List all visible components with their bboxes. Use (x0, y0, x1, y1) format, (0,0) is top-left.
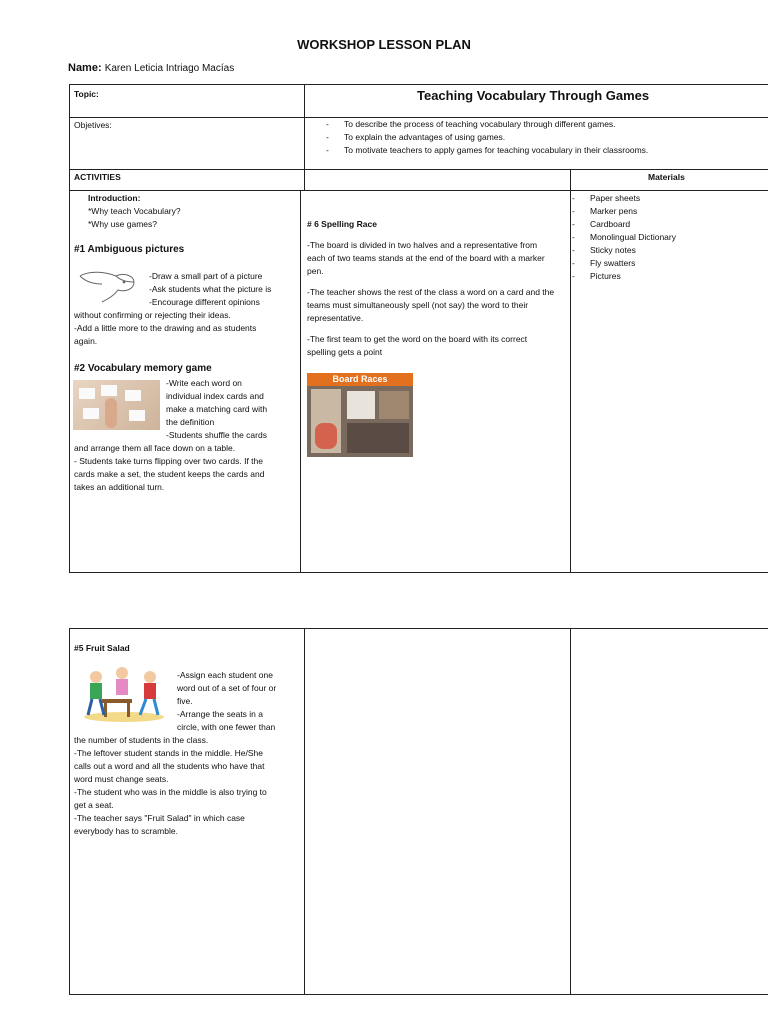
game1-line: -Add a little more to the drawing and as students (74, 323, 257, 333)
game1-steps (149, 270, 271, 309)
game2-steps (166, 377, 267, 442)
game2-line: make a matching card with (166, 404, 268, 414)
game5-line: -Assign each student one (177, 670, 273, 680)
game5-steps (177, 669, 276, 734)
game1-steps-full (74, 309, 256, 348)
game5-line: -The leftover student stands in the middle. He/She (74, 748, 263, 758)
game6-paragraph: -The first team to get the word on the board with its correct spelling gets a point (307, 334, 528, 357)
fruit-salad-illustration (78, 665, 170, 723)
game6-paragraph: -The teacher shows the rest of the class a word on a card and the teams must simultaneously spell (not say) the word to their representative. (307, 287, 555, 323)
ambiguous-picture-sketch (76, 262, 138, 304)
game5-line: the number of students in the class. (74, 735, 209, 745)
topic-label: Topic: (74, 89, 99, 99)
game5-line: -The student who was in the middle is also trying to (74, 787, 267, 797)
materials-header: Materials (648, 172, 685, 182)
name-value: Karen Leticia Intriago Macías (104, 63, 235, 74)
activities-header: ACTIVITIES (74, 172, 121, 182)
material-item: - Marker pens (572, 205, 762, 218)
game5-line: word must change seats. (74, 774, 169, 784)
name-label: Name: (68, 62, 102, 74)
page-title: WORKSHOP LESSON PLAN (297, 37, 471, 52)
game2-title: #2 Vocabulary memory game (74, 363, 212, 374)
game2-line: the definition (166, 417, 215, 427)
game5-line: everybody has to scramble. (74, 826, 178, 836)
material-item: - Monolingual Dictionary (572, 231, 762, 244)
game2-line: individual index cards and (166, 391, 264, 401)
game6-paragraph: -The board is divided in two halves and a representative from each of two teams stands at the end of the board with a marker pen. (307, 240, 545, 276)
game5-steps-full (74, 734, 267, 838)
intro-line: *Why teach Vocabulary? (88, 206, 181, 216)
game1-line: again. (74, 336, 98, 346)
game1-line: -Draw a small part of a picture (149, 271, 263, 281)
intro-line: *Why use games? (88, 219, 157, 229)
game2-line: -Students shuffle the cards (166, 430, 267, 440)
game5-line: -The teacher says "Fruit Salad" in which case (74, 813, 245, 823)
game5-line: five. (177, 696, 193, 706)
objective-item: - To explain the advantages of using games. (326, 131, 766, 144)
introduction-block (88, 192, 181, 231)
board-races-caption: Board Races (332, 374, 388, 384)
material-item: - Paper sheets (572, 192, 762, 205)
game2-line: -Write each word on (166, 378, 242, 388)
game1-title: #1 Ambiguous pictures (74, 244, 185, 255)
game2-line: and arrange them all face down on a table. (74, 443, 236, 453)
board-races-photo (307, 373, 413, 457)
game2-steps-full (74, 442, 264, 494)
game5-line: calls out a word and all the students who have that (74, 761, 265, 771)
topic-value: Teaching Vocabulary Through Games (417, 88, 650, 103)
intro-title: Introduction: (88, 193, 141, 203)
game1-line: -Encourage different opinions (149, 297, 260, 307)
game2-line: takes an additional turn. (74, 482, 165, 492)
game5-title: #5 Fruit Salad (74, 643, 130, 653)
game5-line: circle, with one fewer than (177, 722, 276, 732)
game2-line: cards make a set, the student keeps the cards and (74, 469, 265, 479)
materials-list (572, 192, 762, 283)
name-row (68, 62, 234, 74)
game5-line: word out of a set of four or (177, 683, 277, 693)
objectives-list (326, 118, 766, 157)
game5-line: get a seat. (74, 800, 114, 810)
objectives-label: Objetives: (74, 120, 112, 130)
game2-line: - Students take turns flipping over two cards. If the (74, 456, 263, 466)
objective-item: - To describe the process of teaching vocabulary through different games. (326, 118, 766, 131)
memory-game-photo (73, 380, 160, 430)
material-item: - Pictures (572, 270, 762, 283)
material-item: - Sticky notes (572, 244, 762, 257)
objective-item: - To motivate teachers to apply games for teaching vocabulary in their classrooms. (326, 144, 766, 157)
game5-line: -Arrange the seats in a (177, 709, 263, 719)
material-item: - Fly swatters (572, 257, 762, 270)
game1-line: without confirming or rejecting their ideas. (74, 310, 231, 320)
game1-line: -Ask students what the picture is (149, 284, 272, 294)
game6-title: # 6 Spelling Race (307, 219, 377, 229)
material-item: - Cardboard (572, 218, 762, 231)
game6-text (307, 239, 557, 359)
